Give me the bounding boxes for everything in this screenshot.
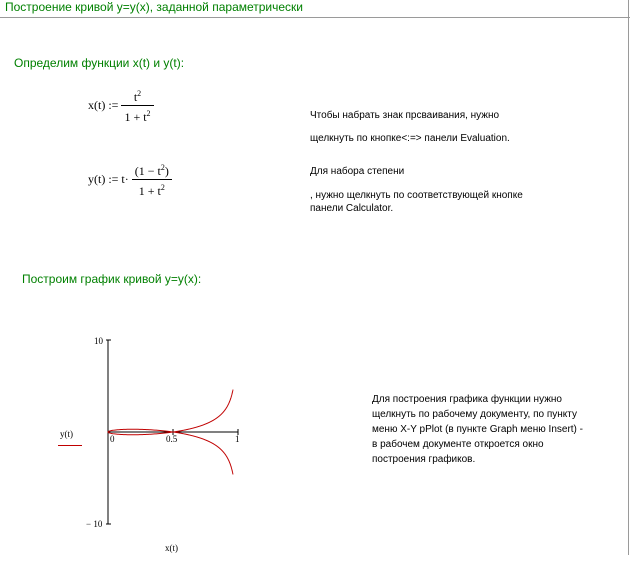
y-axis-name: y(t)	[60, 429, 73, 439]
legend-line	[58, 445, 82, 446]
note-power-line2: , нужно щелкнуть по соответствующей кнопке	[310, 190, 523, 201]
x-tick-label-0: 0	[110, 434, 115, 444]
graph-instructions-line: Для построения графика функции нужно	[372, 394, 562, 405]
curve-branch-upper	[108, 390, 233, 435]
note-assign-line2: щелкнуть по кнопке<:=> панели Evaluation.	[310, 133, 510, 144]
formula-y	[88, 160, 172, 199]
formula-x-num-exp: 2	[137, 89, 142, 98]
note-power-line3: панели Calculator.	[310, 203, 394, 214]
formula-y-den-exp: 2	[160, 183, 165, 192]
formula-x-denominator: 1 + t	[124, 110, 147, 124]
section-heading-functions: Определим функции x(t) и y(t):	[14, 56, 185, 70]
y-tick-label-top: 10	[94, 336, 103, 346]
note-power-line1: Для набора степени	[310, 166, 405, 177]
formula-y-denominator: 1 + t	[138, 184, 161, 198]
graph-instructions-line: в рабочем документе откроется окно	[372, 439, 544, 450]
title-divider	[0, 17, 630, 18]
page-title: Построение кривой y=y(x), заданной параметрически	[5, 0, 304, 14]
xy-plot[interactable]	[70, 334, 270, 564]
y-tick-label-bottom: − 10	[86, 519, 103, 529]
formula-x-fraction	[121, 86, 153, 125]
section-heading-graph: Построим график кривой y=y(x):	[22, 272, 202, 286]
x-tick-label-1: 1	[235, 434, 240, 444]
formula-y-lhs: y(t) := t·	[88, 172, 129, 186]
formula-x-lhs: x(t) :=	[88, 98, 119, 112]
graph-instructions-line: щелкнуть по рабочему документу, по пункту	[372, 409, 577, 420]
formula-y-num-close: )	[164, 164, 169, 178]
x-axis-name: x(t)	[165, 543, 178, 553]
note-assign-line1: Чтобы набрать знак прсваивания, нужно	[310, 110, 500, 121]
formula-y-numerator: (1 − t	[134, 164, 161, 178]
graph-instructions-line: построения графиков.	[372, 454, 476, 465]
formula-y-num-exp: 2	[160, 163, 165, 172]
formula-x-numerator: t	[133, 90, 138, 104]
formula-x-den-exp: 2	[146, 109, 151, 118]
graph-instructions	[372, 392, 583, 467]
page-right-border	[628, 0, 629, 555]
x-tick-label-05: 0.5	[166, 434, 178, 444]
formula-y-fraction	[132, 160, 172, 199]
graph-instructions-line: меню X-Y pPlot (в пункте Graph меню Insert) -	[372, 424, 583, 435]
formula-x	[88, 86, 154, 125]
